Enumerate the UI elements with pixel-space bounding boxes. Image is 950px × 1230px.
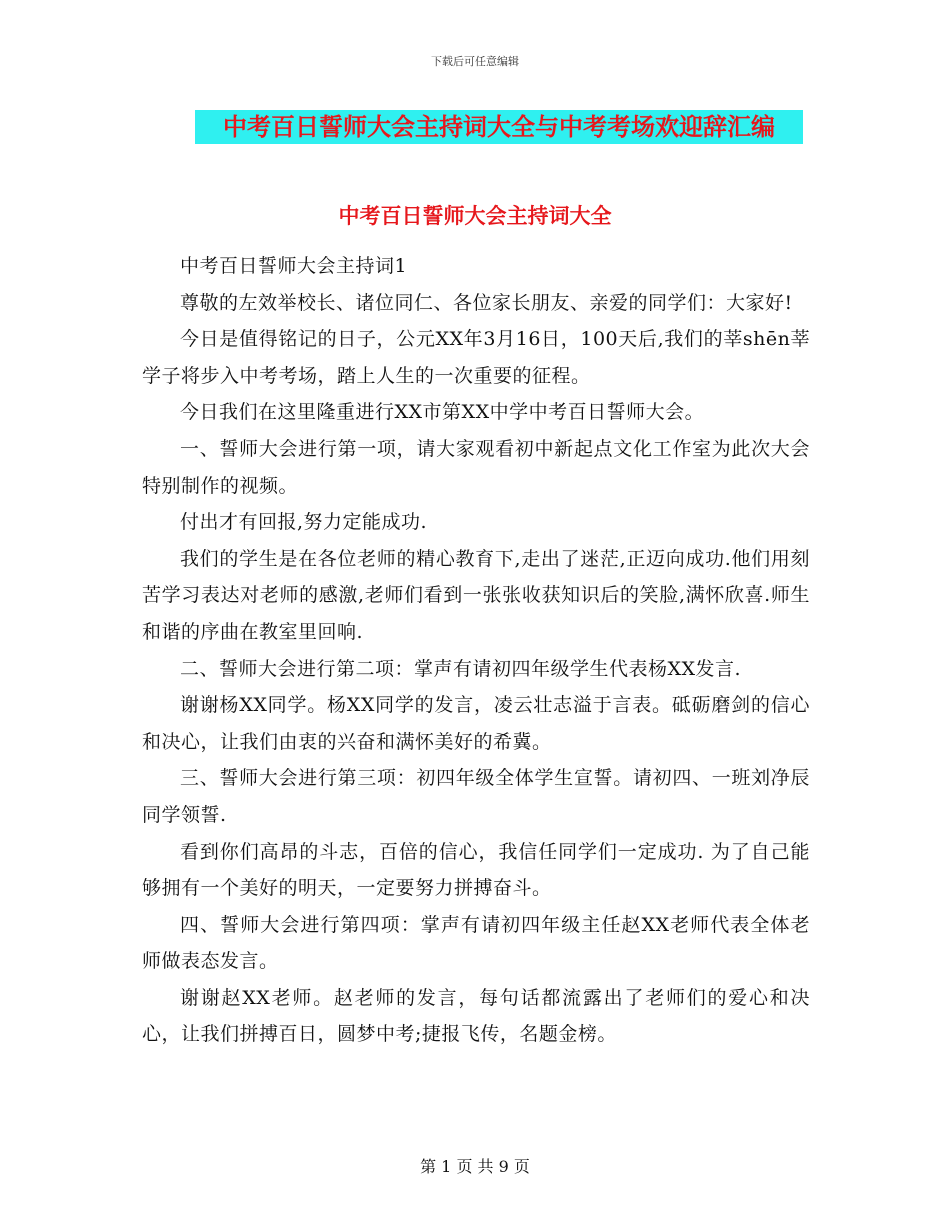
section-title: 中考百日誓师大会主持词大全 — [338, 203, 612, 228]
paragraph: 中考百日誓师大会主持词1 — [180, 255, 408, 277]
paragraph: 一、誓师大会进行第一项，请大家观看初中新起点文化工作室为此次大会特别制作的视频。 — [142, 437, 810, 497]
paragraph: 付出才有回报,努力定能成功. — [180, 511, 428, 534]
paragraph: 尊敬的左效举校长、诸位同仁、各位家长朋友、亲爱的同学们：大家好! — [180, 291, 793, 314]
main-title: 中考百日誓师大会主持词大全与中考考场欢迎辞汇编 — [195, 110, 803, 144]
paragraph: 四、誓师大会进行第四项：掌声有请初四年级主任赵XX老师代表全体老师做表态发言。 — [142, 913, 810, 973]
page-footer: 第 1 页 共 9 页 — [420, 1157, 530, 1176]
paragraph: 三、誓师大会进行第三项：初四年级全体学生宣誓。请初四、一班刘净辰同学领誓. — [142, 767, 810, 826]
paragraph: 今日是值得铭记的日子，公元XX年3月16日，100天后,我们的莘shēn莘学子将步入中考考场，踏上人生的一次重要的征程。 — [142, 328, 810, 387]
paragraph: 今日我们在这里隆重进行XX市第XX中学中考百日誓师大会。 — [180, 401, 705, 424]
paragraph: 二、誓师大会进行第二项：掌声有请初四年级学生代表杨XX发言. — [180, 657, 742, 680]
paragraph: 谢谢赵XX老师。赵老师的发言，每句话都流露出了老师们的爱心和决心，让我们拼搏百日，圆梦中考;捷报飞传，名题金榜。 — [142, 986, 810, 1046]
paragraph: 看到你们高昂的斗志，百倍的信心，我信任同学们一定成功. 为了自己能够拥有一个美好的明天，一定要努力拼搏奋斗。 — [142, 840, 810, 900]
paragraph: 谢谢杨XX同学。杨XX同学的发言，凌云壮志溢于言表。砥砺磨剑的信心和决心，让我们由衷的兴奋和满怀美好的希冀。 — [142, 694, 810, 753]
body-text — [142, 248, 810, 1053]
paragraph: 我们的学生是在各位老师的精心教育下,走出了迷茫,正迈向成功.他们用刻苦学习表达对老师的感激,老师们看到一张张收获知识后的笑脸,满怀欣喜.师生和谐的序曲在教室里回响. — [142, 547, 810, 643]
header-note: 下载后可任意编辑 — [431, 55, 519, 68]
